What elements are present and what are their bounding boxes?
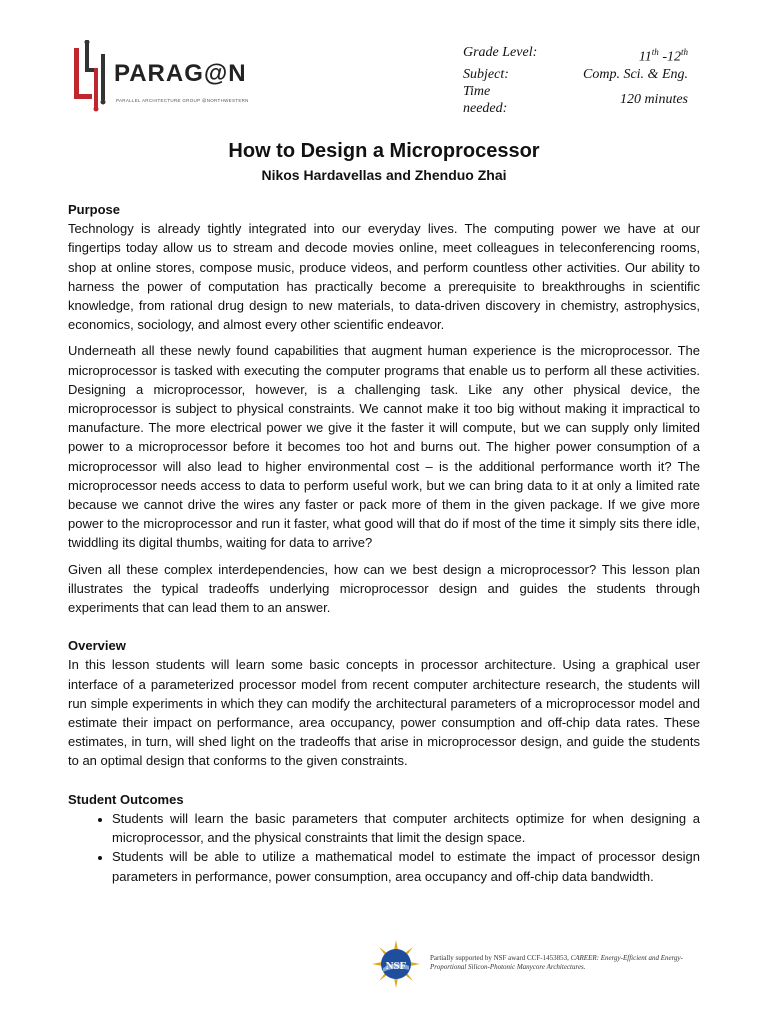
lesson-meta	[463, 44, 688, 117]
title-block	[0, 138, 768, 184]
nsf-logo-icon	[372, 940, 420, 988]
page-footer	[372, 940, 702, 1002]
grade-value: 11th -12th	[638, 47, 688, 65]
authors: Nikos Hardavellas and Zhenduo Zhai	[261, 167, 507, 183]
svg-text:NSF: NSF	[385, 960, 407, 972]
time-value: 120 minutes	[619, 91, 688, 107]
overview-heading: Overview	[68, 638, 126, 654]
subject-label: Subject:	[463, 66, 509, 82]
outcome-item-1: • Students will learn the basic parameters that computer architects optimize for when designing a microprocessor, and the physical constraints that limit the design space.	[112, 809, 700, 847]
outcome-item-2: • Students will be able to utilize a mathematical model to estimate the impact of processor design parameters in performance, power consumption, area occupancy and off-chip data bandwidth.	[112, 847, 700, 885]
grade-row	[463, 44, 688, 66]
page-header	[0, 0, 768, 130]
time-label: Time needed:	[463, 83, 508, 116]
purpose-paragraph-2: Underneath all these newly found capabilities that augment human experience is the microprocessor. The microprocessor is tasked with executing the computer programs that enable us to perform all these activities. Designing a microprocessor, however, is a challenging task. Like any other physical device, the microprocessor is subject to physical constraints. We cannot make it too big without making it impractical to manufacture. The more electrical power we give it the faster it will compute, but we can supply only limited power to a microprocessor before it becomes too hot and burns out. The higher power consumption of a microprocessor will also lead to higher environmental cost – is the additional performance worth it? The microprocessor needs access to data to perform useful work, but we can bring data to it at only a limited rate because we cannot drive the wires any faster or pack more of them in the given package. If we give more power to the microprocessor and run it faster, what good will that do if most of the time it simply sits there idle, twiddling its digital thumbs, waiting for data to arrive?	[68, 343, 700, 551]
purpose-paragraph-3: Given all these complex interdependencies, how can we best design a microprocessor? This lesson plan illustrates the typical tradeoffs underlying microprocessor design and guides the students through experiments that can lead them to an answer.	[68, 561, 700, 616]
funding-prefix: Partially supported by NSF award CCF-1453853,	[430, 954, 569, 962]
funding-award-title: CAREER: Energy-Efficient and Energy-Proportional Silicon-Photonic Manycore Architectures.	[430, 954, 683, 971]
logo-wordmark: PARAG@N	[114, 60, 247, 87]
logo-tagline: PARALLEL ARCHITECTURE GROUP @NORTHWESTERN	[116, 98, 249, 103]
document-body	[68, 200, 700, 886]
funding-note	[430, 954, 710, 972]
outcomes-heading: Student Outcomes	[68, 791, 184, 807]
paragon-chip-icon	[70, 40, 114, 112]
subject-row	[463, 66, 688, 83]
purpose-paragraph-1: Technology is already tightly integrated into our everyday lives. The computing power we have at our fingertips today allow us to stream and decode movies online, meet colleagues in teleconferencing rooms, shop at online stores, compose music, produce videos, and perform countless other activities. Our ability to harness the power of computation has practically become a prerequisite to breakthroughs in scientific knowledge, from rational drug design to new materials, to data-driven discovery in chemistry, astrophysics, economics, sociology, and almost every other scientific endeavor.	[68, 221, 700, 333]
subject-value: Comp. Sci. & Eng.	[583, 66, 688, 82]
grade-label: Grade Level:	[463, 45, 538, 60]
document-title: How to Design a Microprocessor	[228, 140, 540, 162]
purpose-heading: Purpose	[68, 202, 121, 217]
paragon-logo	[70, 40, 249, 112]
overview-paragraph: In this lesson students will learn some basic concepts in processor architecture. Using a graphical user interface of a parameterized processor model from recent computer architecture research, the students will run simple experiments in which they can modify the architectural parameters of a microprocessor model and estimate their impact on performance, area occupancy, power consumption and off-chip data rates. These estimates, in turn, will shed light on the tradeoffs that arise in microprocessor design, and guide the students to an optimal design that conforms to the given constraints.	[68, 657, 700, 769]
outcomes-list	[68, 809, 700, 886]
time-row	[463, 83, 688, 117]
